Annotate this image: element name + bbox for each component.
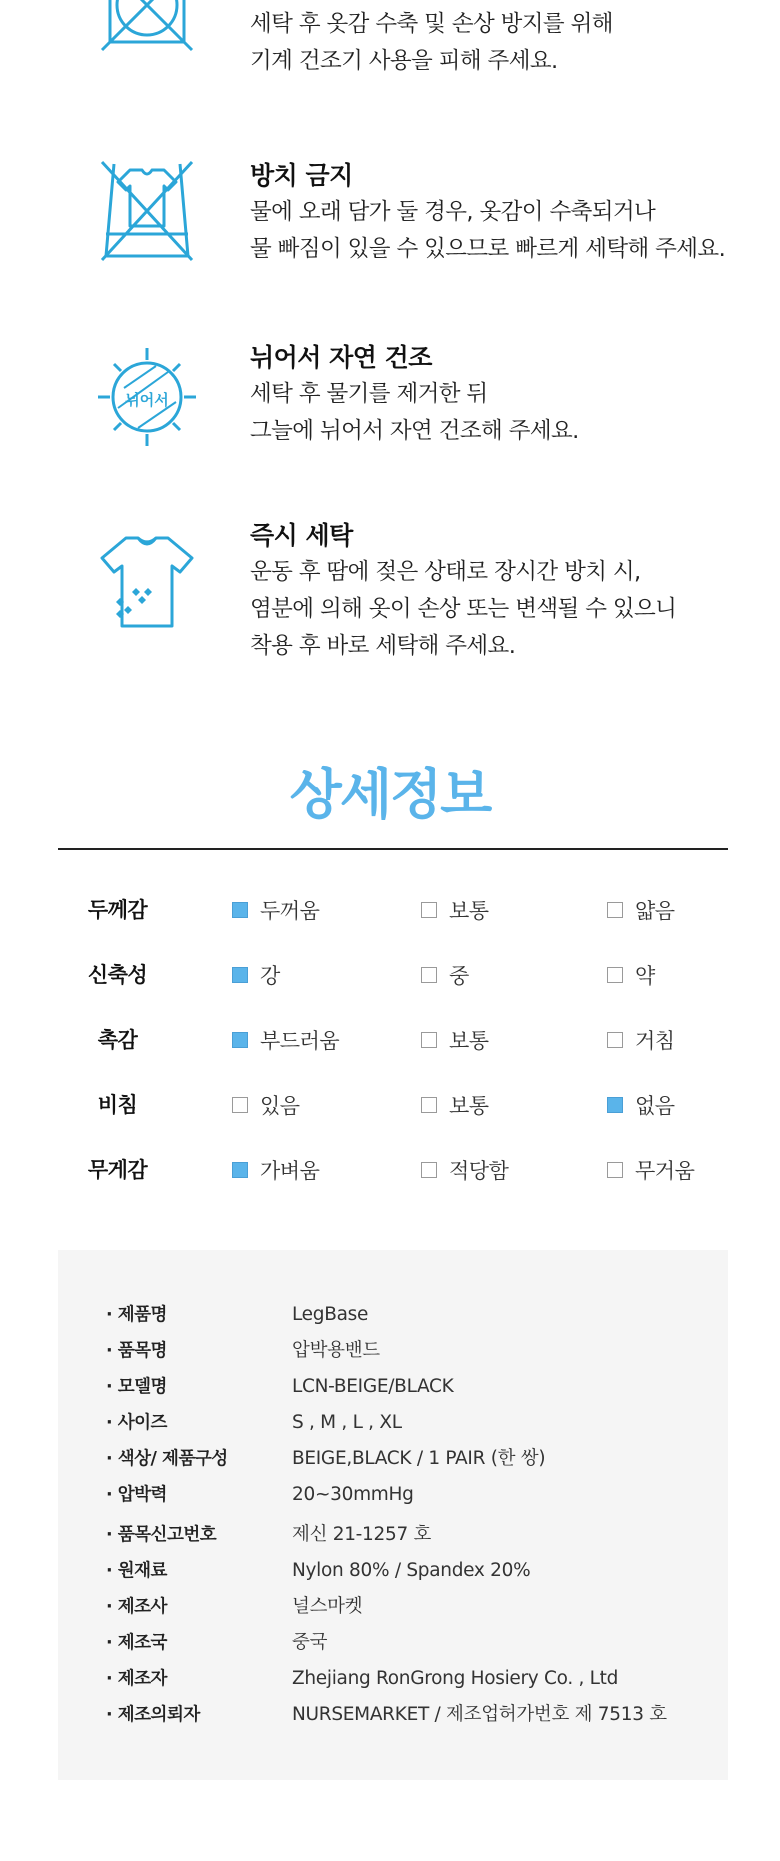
spec-row xyxy=(58,1408,728,1438)
spec-row xyxy=(58,1592,728,1622)
option-label: 없음 xyxy=(635,1094,675,1118)
checkbox-unchecked xyxy=(421,1162,437,1178)
spec-row xyxy=(58,1300,728,1330)
attribute-option xyxy=(607,1020,675,1060)
spec-label: · 품목신고번호 xyxy=(106,1525,217,1545)
details-divider xyxy=(58,848,728,850)
checkbox-checked xyxy=(607,1097,623,1113)
checkbox-unchecked xyxy=(607,967,623,983)
option-label: 거침 xyxy=(635,1029,675,1053)
option-label: 적당함 xyxy=(449,1159,509,1183)
option-label: 가벼움 xyxy=(260,1159,320,1183)
spec-value: NURSEMARKET / 제조업허가번호 제 7513 호 xyxy=(292,1704,667,1725)
attribute-label: 두께감 xyxy=(87,898,148,922)
spec-label: · 제조자 xyxy=(106,1669,167,1689)
option-label: 보통 xyxy=(449,899,489,923)
option-label: 얇음 xyxy=(635,899,675,923)
option-label: 약 xyxy=(635,964,655,988)
checkbox-unchecked xyxy=(607,902,623,918)
attribute-label: 무게감 xyxy=(87,1158,148,1182)
attribute-option xyxy=(421,955,469,995)
attribute-option xyxy=(421,1085,489,1125)
spec-row xyxy=(58,1520,728,1550)
care-desc-line: 세탁 후 물기를 제거한 뒤 xyxy=(250,381,488,407)
checkbox-checked xyxy=(232,902,248,918)
care-desc-line: 운동 후 땀에 젖은 상태로 장시간 방치 시, xyxy=(250,559,641,585)
option-label: 강 xyxy=(260,964,280,988)
spec-value: BEIGE,BLACK / 1 PAIR (한 쌍) xyxy=(292,1448,546,1469)
attribute-option xyxy=(232,1020,339,1060)
spec-label: · 품목명 xyxy=(106,1341,167,1361)
option-label: 부드러움 xyxy=(260,1029,340,1053)
spec-value: Zhejiang RonGrong Hosiery Co. , Ltd xyxy=(292,1668,619,1689)
spec-value: S , M , L , XL xyxy=(292,1412,402,1433)
dry-flat-icon-label: 뉘어서 xyxy=(125,391,169,409)
attribute-row-transparency xyxy=(0,1085,780,1125)
checkbox-checked xyxy=(232,1162,248,1178)
attribute-option xyxy=(421,890,489,930)
checkbox-unchecked xyxy=(421,967,437,983)
care-desc-line: 착용 후 바로 세탁해 주세요. xyxy=(250,633,516,659)
spec-value: 압박용밴드 xyxy=(292,1340,380,1361)
spec-value: 널스마켓 xyxy=(292,1596,363,1617)
spec-value: Nylon 80% / Spandex 20% xyxy=(292,1560,531,1581)
attribute-option xyxy=(232,955,280,995)
option-label: 있음 xyxy=(260,1094,300,1118)
spec-label: · 모델명 xyxy=(106,1377,167,1397)
checkbox-unchecked xyxy=(421,1097,437,1113)
spec-label: · 압박력 xyxy=(106,1485,167,1505)
checkbox-unchecked xyxy=(607,1162,623,1178)
care-desc-line: 그늘에 뉘어서 자연 건조해 주세요. xyxy=(250,418,579,444)
attribute-label: 비침 xyxy=(97,1093,138,1117)
attribute-label: 촉감 xyxy=(97,1028,138,1052)
spec-row xyxy=(58,1664,728,1694)
spec-panel xyxy=(58,1250,728,1780)
option-label: 중 xyxy=(449,964,469,988)
spec-value: 중국 xyxy=(292,1632,328,1653)
option-label: 무거움 xyxy=(635,1159,695,1183)
no-tumble-dry-icon xyxy=(92,0,202,60)
care-desc-line: 세탁 후 옷감 수축 및 손상 방지를 위해 xyxy=(250,11,613,37)
spec-row xyxy=(58,1480,728,1510)
checkbox-unchecked xyxy=(607,1032,623,1048)
attribute-label: 신축성 xyxy=(87,963,148,987)
attribute-option xyxy=(607,1150,694,1190)
attribute-option xyxy=(607,1085,675,1125)
dry-flat-shade-icon xyxy=(92,342,202,452)
checkbox-unchecked xyxy=(421,902,437,918)
spec-label: · 제조사 xyxy=(106,1597,167,1617)
care-desc-line: 염분에 의해 옷이 손상 또는 변색될 수 있으니 xyxy=(250,596,677,622)
care-title: 방치 금지 xyxy=(250,161,353,190)
attribute-option xyxy=(607,890,675,930)
checkbox-checked xyxy=(232,967,248,983)
attribute-option xyxy=(232,890,319,930)
checkbox-unchecked xyxy=(421,1032,437,1048)
spec-value: 제신 21-1257 호 xyxy=(292,1524,432,1545)
attribute-row-texture xyxy=(0,1020,780,1060)
spec-label: · 제조의뢰자 xyxy=(106,1705,200,1725)
care-title: 즉시 세탁 xyxy=(250,521,353,550)
spec-value: LegBase xyxy=(292,1304,369,1325)
spec-label: · 색상/ 제품구성 xyxy=(106,1449,228,1469)
care-desc-line: 물 빠짐이 있을 수 있으므로 빠르게 세탁해 주세요. xyxy=(250,236,726,262)
care-title: 뉘어서 자연 건조 xyxy=(250,343,432,372)
spec-row xyxy=(58,1700,728,1730)
checkbox-checked xyxy=(232,1032,248,1048)
spec-label: · 사이즈 xyxy=(106,1413,167,1433)
spec-label: · 제품명 xyxy=(106,1305,167,1325)
attribute-row-thickness xyxy=(0,890,780,930)
spec-row xyxy=(58,1372,728,1402)
spec-row xyxy=(58,1556,728,1586)
attribute-option xyxy=(607,955,655,995)
no-soaking-icon xyxy=(92,156,202,266)
option-label: 두꺼움 xyxy=(260,899,320,923)
care-desc-line: 기계 건조기 사용을 피해 주세요. xyxy=(250,48,558,74)
spec-value: LCN-BEIGE/BLACK xyxy=(292,1376,454,1397)
details-title: 상세정보 xyxy=(289,763,491,826)
care-desc-line: 물에 오래 담가 둘 경우, 옷감이 수축되거나 xyxy=(250,199,656,225)
spec-label: · 원재료 xyxy=(106,1561,167,1581)
attribute-option xyxy=(232,1150,319,1190)
option-label: 보통 xyxy=(449,1029,489,1053)
spec-row xyxy=(58,1444,728,1474)
spec-label: · 제조국 xyxy=(106,1633,167,1653)
spec-value: 20~30mmHg xyxy=(292,1484,414,1505)
checkbox-unchecked xyxy=(232,1097,248,1113)
option-label: 보통 xyxy=(449,1094,489,1118)
attribute-row-weight xyxy=(0,1150,780,1190)
attribute-option xyxy=(421,1150,508,1190)
spec-row xyxy=(58,1628,728,1658)
sweaty-shirt-icon xyxy=(92,526,202,636)
attribute-row-elasticity xyxy=(0,955,780,995)
attribute-option xyxy=(421,1020,489,1060)
attribute-option xyxy=(232,1085,300,1125)
spec-row xyxy=(58,1336,728,1366)
